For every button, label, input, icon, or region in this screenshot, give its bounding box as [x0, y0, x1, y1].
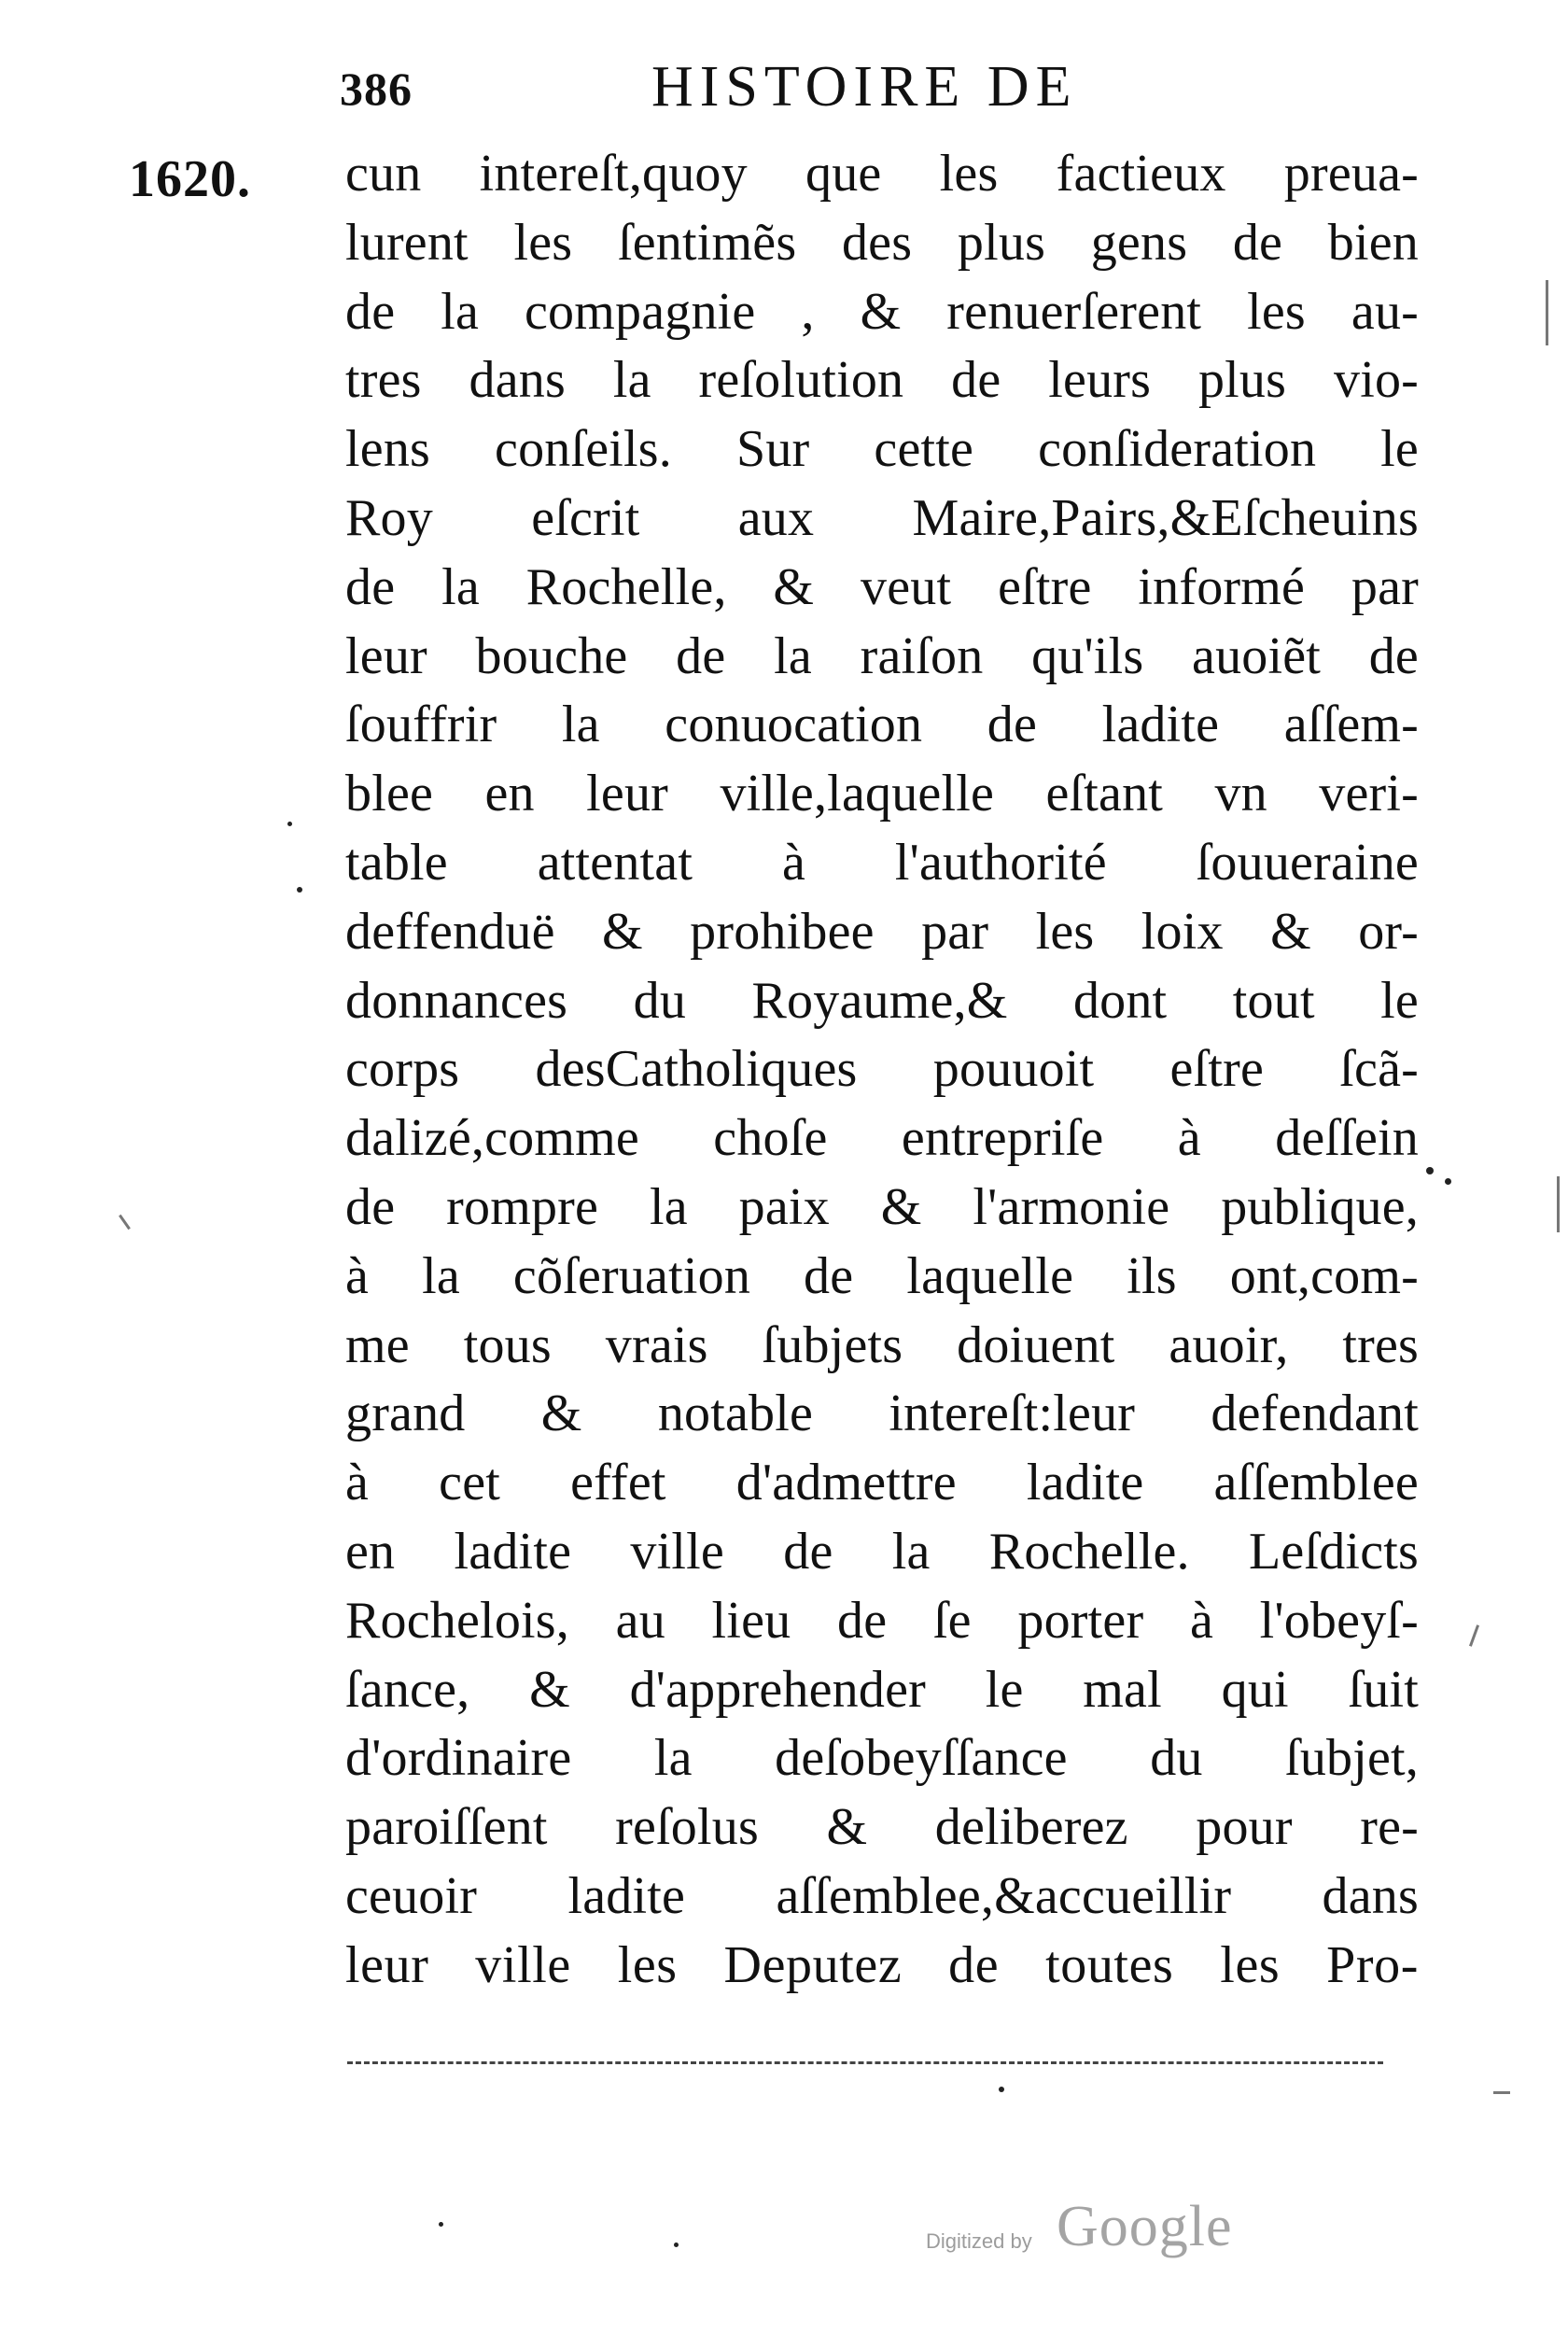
text-line: d'ordinaire la deſobeyſſance du ſubjet,	[345, 1729, 1419, 1788]
text-line: lens conſeils. Sur cette conſideration le	[345, 420, 1419, 479]
body-text	[345, 140, 1419, 2001]
text-line: de la Rochelle, & veut eſtre informé par	[345, 557, 1419, 616]
text-line: ſouffrir la conuocation de ladite aſſem-	[345, 696, 1419, 754]
text-line: deffenduë & prohibee par les loix & or-	[345, 902, 1419, 961]
scan-speck	[1445, 1178, 1451, 1185]
text-line: ceuoir ladite aſſemblee,&accueillir dans	[345, 1866, 1419, 1925]
running-title: HISTOIRE DE	[651, 55, 1078, 119]
scan-speck	[297, 887, 302, 893]
margin-year: 1620.	[129, 150, 251, 208]
text-line: Roy eſcrit aux Maire,Pairs,&Eſcheuins	[345, 488, 1419, 547]
digitized-watermark	[926, 2194, 1318, 2269]
watermark-prefix: Digitized by	[926, 2229, 1032, 2253]
text-line: de rompre la paix & l'armonie publique,	[345, 1177, 1419, 1236]
text-line: en ladite ville de la Rochelle. Leſdicts	[345, 1522, 1419, 1581]
scan-speck	[287, 822, 292, 826]
text-line: tres dans la reſolution de leurs plus vio-	[345, 351, 1419, 410]
scan-speck	[999, 2087, 1004, 2092]
text-line: grand & notable intereſt:leur defendant	[345, 1385, 1419, 1443]
text-line: leur bouche de la raiſon qu'ils auoiẽt de	[345, 626, 1419, 685]
text-line: me tous vrais ſubjets doiuent auoir, tres	[345, 1315, 1419, 1374]
scan-edge-mark	[1469, 1624, 1479, 1647]
text-line: à cet effet d'admettre ladite aſſemblee	[345, 1454, 1419, 1512]
scan-speck	[1426, 1167, 1434, 1174]
text-line: dalizé,comme choſe entrepriſe à deſſein	[345, 1109, 1419, 1168]
scan-edge-mark	[1546, 280, 1548, 345]
scan-speck	[674, 2243, 679, 2247]
text-line: corps desCatholiques pouuoit eſtre ſcã-	[345, 1040, 1419, 1099]
text-line: leur ville les Deputez de toutes les Pro-	[345, 1935, 1419, 1994]
text-line: ſance, & d'apprehender le mal qui ſuit	[345, 1660, 1419, 1719]
page-number: 386	[340, 63, 413, 115]
text-line: lurent les ſentimẽs des plus gens de bien	[345, 213, 1419, 272]
text-line: de la compagnie , & renuerſerent les au-	[345, 282, 1419, 341]
bottom-rule	[347, 2061, 1383, 2064]
text-line: table attentat à l'authorité ſouueraine	[345, 833, 1419, 892]
scan-speck	[439, 2222, 443, 2227]
text-line: blee en leur ville,laquelle eſtant vn veri-	[345, 765, 1419, 823]
google-logo: Google	[1057, 2195, 1233, 2258]
text-line: Rochelois, au lieu de ſe porter à l'obeyſ-	[345, 1591, 1419, 1650]
text-line: donnances du Royaume,& dont tout le	[345, 971, 1419, 1030]
text-line: paroiſſent reſolus & deliberez pour re-	[345, 1798, 1419, 1857]
page-header	[336, 54, 1269, 138]
text-line: à la cõſeruation de laquelle ils ont,com-	[345, 1246, 1419, 1305]
scan-edge-mark	[1557, 1176, 1560, 1232]
scan-edge-mark	[119, 1215, 131, 1230]
scan-edge-mark	[1493, 2091, 1510, 2094]
text-line: cun intereſt,quoy que les factieux preua-	[345, 145, 1419, 203]
